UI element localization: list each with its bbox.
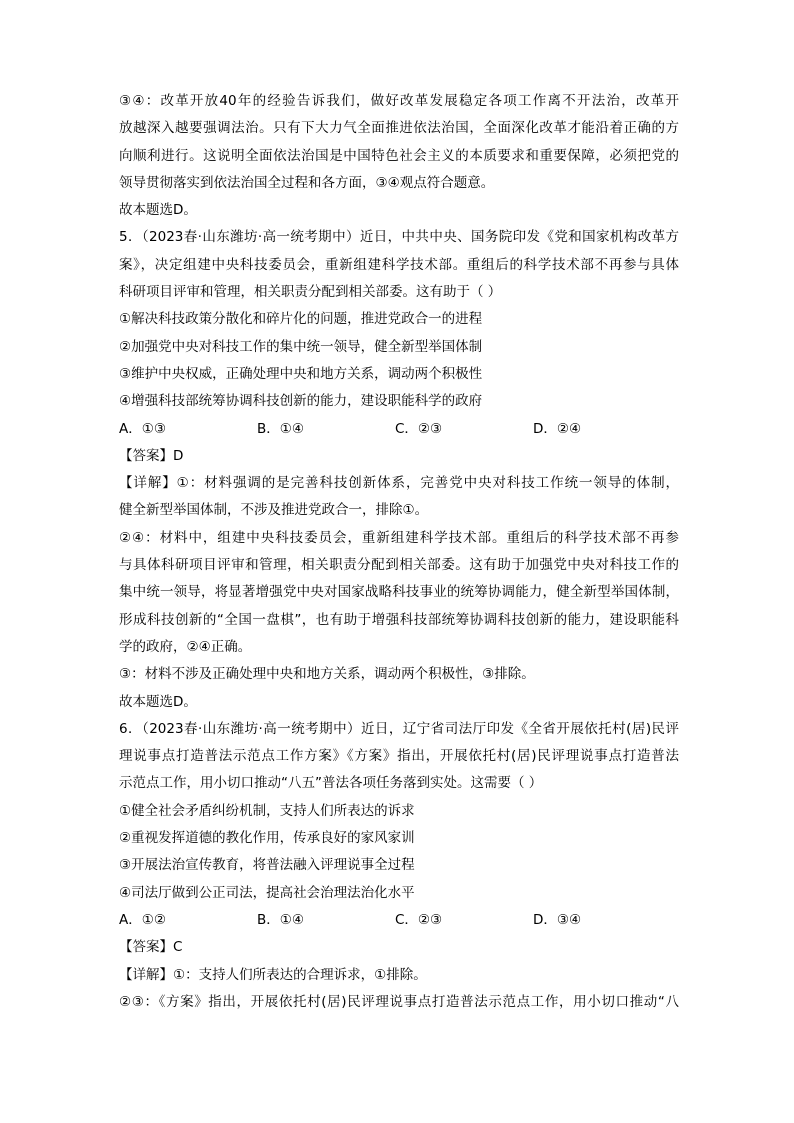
detail-line: ③：材料不涉及正确处理中央和地方关系，调动两个积极性，③排除。 — [119, 666, 535, 683]
option-c: C．②③ — [395, 911, 443, 928]
detail-line: ②④：材料中，组建中央科技委员会，重新组建科学技术部。重组后的科学技术部不再参 — [119, 529, 679, 546]
question-stem-line: 6．（2023春·山东潍坊·高一统考期中）近日，辽宁省司法厅印发《全省开展依托村(居)民评 — [119, 720, 679, 737]
answer-line: 【答案】D — [119, 447, 184, 464]
question-stem-line: 科研项目评审和管理，相关职责分配到相关部委。这有助于（ ） — [119, 284, 502, 301]
option-b: B．①④ — [257, 911, 304, 928]
explanation-line: 放越深入越要强调法治。只有下大力气全面推进依法治国，全面深化改革才能沿着正确的方 — [119, 120, 679, 137]
question-5 — [119, 224, 679, 715]
document-page — [119, 88, 679, 1016]
question-stem-line: 案》，决定组建中央科技委员会，重新组建科学技术部。重组后的科学技术部不再参与具体 — [119, 256, 679, 273]
detail-line: 学的政府，②④正确。 — [119, 638, 252, 655]
option-c: C．②③ — [395, 420, 443, 437]
statement-2: ②加强党中央对科技工作的集中统一领导，健全新型举国体制 — [119, 338, 483, 355]
question-6 — [119, 716, 679, 1016]
conclusion-line: 故本题选D。 — [119, 693, 197, 710]
option-a: A．①③ — [119, 420, 166, 437]
detail-line: 【详解】①：支持人们所表达的合理诉求，①排除。 — [119, 966, 427, 983]
option-a: A．①② — [119, 911, 166, 928]
question-stem-line: 理说事点打造普法示范点工作方案》《方案》指出，开展依托村(居)民评理说事点打造普法 — [119, 748, 679, 765]
statement-1: ①健全社会矛盾纠纷机制，支持人们所表达的诉求 — [119, 802, 415, 819]
statement-3: ③维护中央权威，正确处理中央和地方关系，调动两个积极性 — [119, 365, 483, 382]
explanation-line: ③④：改革开放40年的经验告诉我们，做好改革发展稳定各项工作离不开法治，改革开 — [119, 93, 679, 109]
question-stem-line: 5．（2023春·山东潍坊·高一统考期中）近日，中共中央、国务院印发《党和国家机构改革方 — [119, 229, 679, 246]
statement-3: ③开展法治宣传教育，将普法融入评理说事全过程 — [119, 857, 415, 874]
question-stem-line: 示范点工作，用小切口推动“八五”普法各项任务落到实处。这需要（ ） — [119, 775, 543, 792]
statement-4: ④司法厅做到公正司法，提高社会治理法治化水平 — [119, 884, 415, 901]
option-d: D．②④ — [533, 420, 582, 437]
explanation-line: 向顺利进行。这说明全面依法治国是中国特色社会主义的本质要求和重要保障，必须把党的 — [119, 147, 679, 164]
detail-line: 形成科技创新的“全国一盘棋”，也有助于增强科技部统筹协调科技创新的能力，建设职能科 — [119, 611, 679, 628]
answer-line: 【答案】C — [119, 939, 183, 956]
conclusion-line: 故本题选D。 — [119, 202, 197, 219]
statement-1: ①解决科技政策分散化和碎片化的问题，推进党政合一的进程 — [119, 311, 483, 328]
explanation-line: 领导贯彻落实到依法治国全过程和各方面，③④观点符合题意。 — [119, 174, 495, 191]
answer-options — [119, 907, 679, 934]
detail-line: ②③：《方案》指出，开展依托村(居)民评理说事点打造普法示范点工作，用小切口推动“八 — [119, 993, 679, 1010]
detail-line: 【详解】①：材料强调的是完善科技创新体系，完善党中央对科技工作统一领导的体制， — [119, 475, 679, 492]
detail-line: 健全新型举国体制，不涉及推进党政合一，排除①。 — [119, 502, 429, 519]
detail-line: 与具体科研项目评审和管理，相关职责分配到相关部委。这有助于加强党中央对科技工作的 — [119, 557, 679, 574]
option-b: B．①④ — [257, 420, 304, 437]
previous-question-explanation — [119, 88, 679, 224]
statement-2: ②重视发挥道德的教化作用，传承良好的家风家训 — [119, 830, 415, 847]
answer-options — [119, 416, 679, 443]
detail-line: 集中统一领导，将显著增强党中央对国家战略科技事业的统筹协调能力，健全新型举国体制， — [119, 584, 679, 601]
option-d: D．③④ — [533, 911, 582, 928]
statement-4: ④增强科技部统筹协调科技创新的能力，建设职能科学的政府 — [119, 393, 483, 410]
